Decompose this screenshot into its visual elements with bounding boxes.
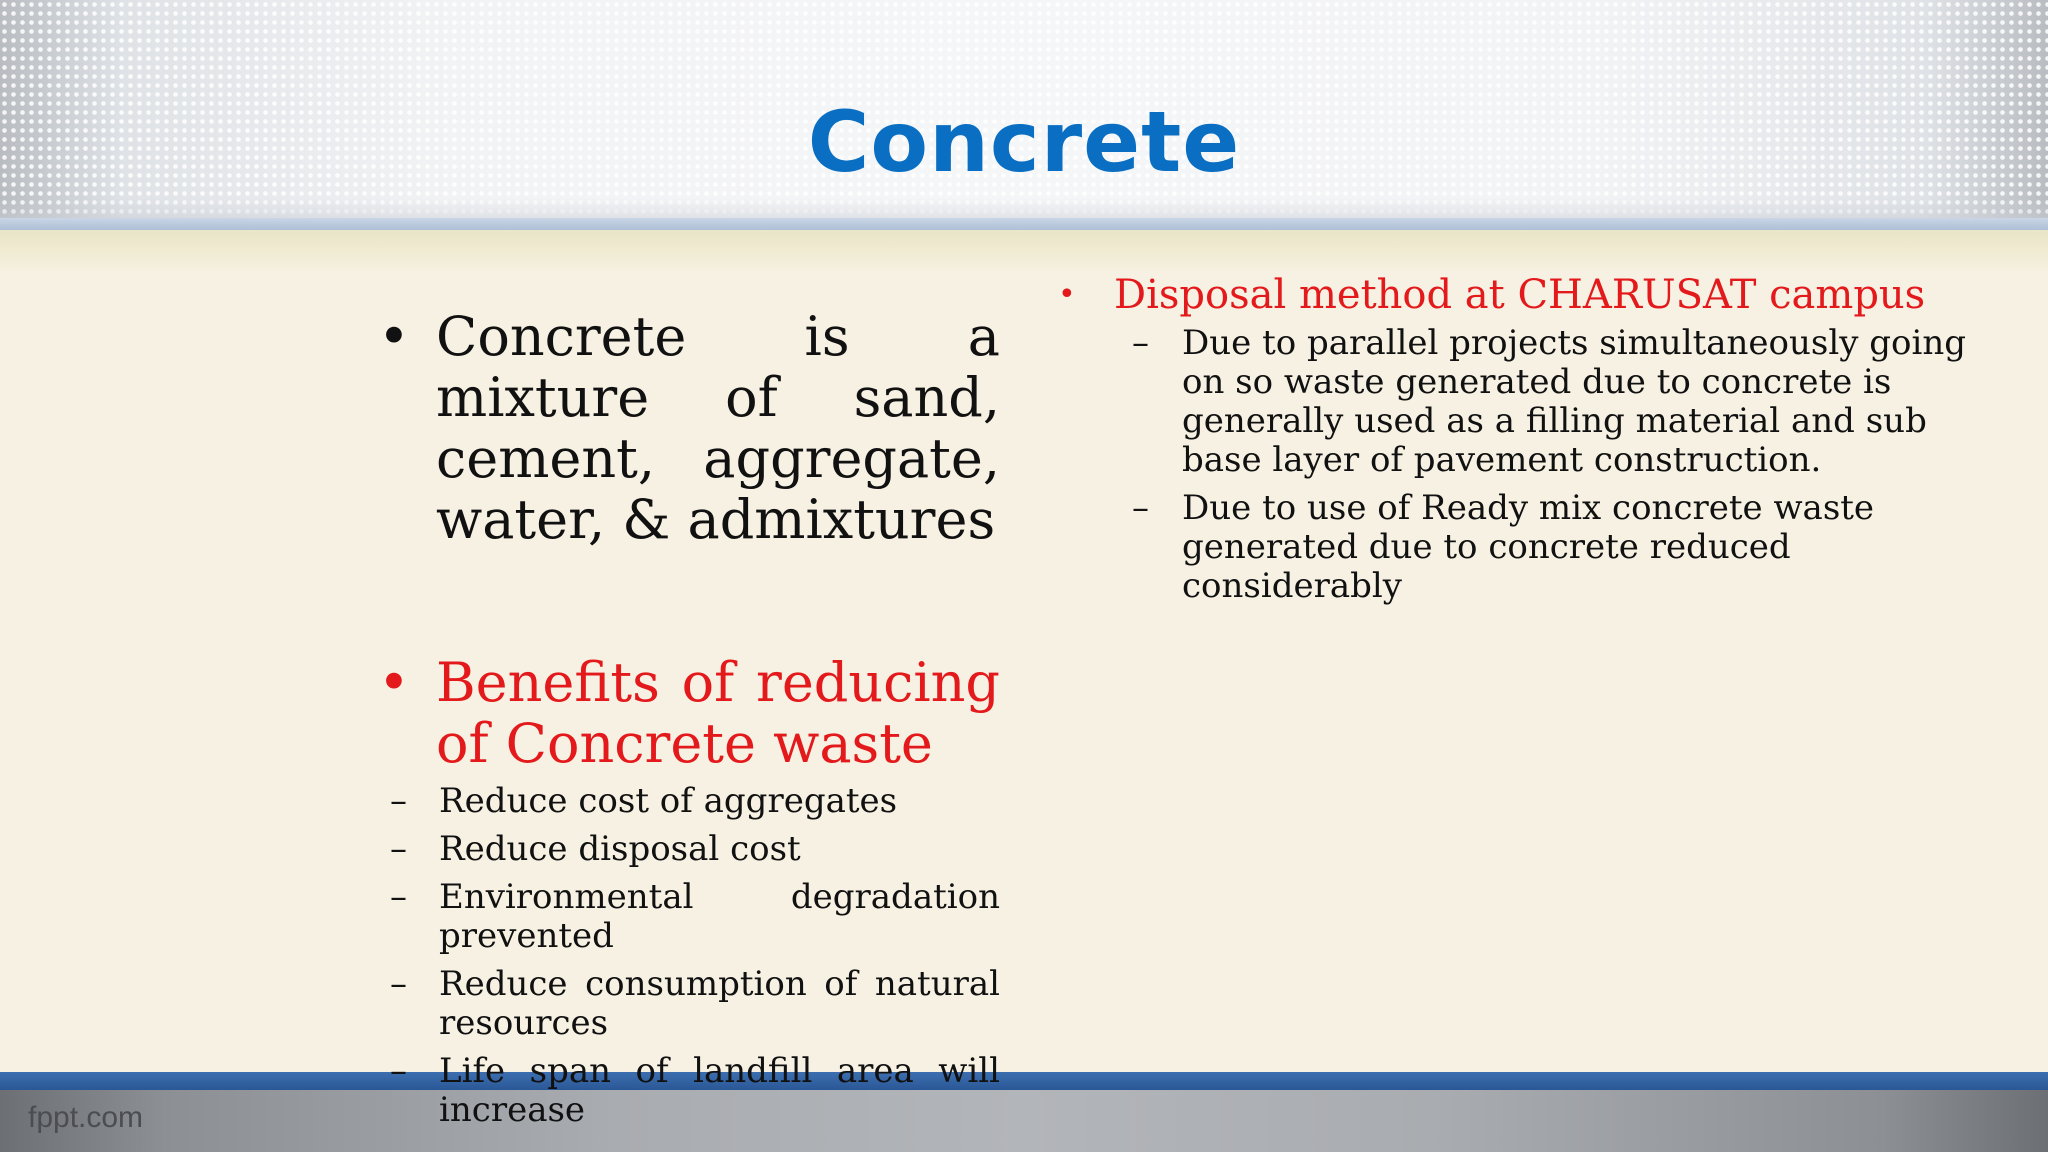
- left-column: [372, 306, 1000, 1139]
- dash-icon: –: [390, 964, 407, 1004]
- disposal-list: [1054, 324, 1998, 606]
- list-item: [308, 1052, 1000, 1130]
- bullet-dot-icon: •: [378, 651, 410, 714]
- dash-icon: –: [390, 1051, 407, 1091]
- bullet-benefits-heading: [372, 652, 1000, 774]
- disposal-heading-text: Disposal method at CHARUSAT campus: [1114, 272, 1926, 318]
- dash-icon: –: [1132, 488, 1149, 528]
- list-item: [1054, 324, 1998, 480]
- list-item-text: Due to use of Ready mix concrete waste generated due to concrete reduced considerably: [1182, 488, 1875, 606]
- list-item: [308, 782, 1000, 821]
- dash-icon: –: [390, 781, 407, 821]
- benefits-list: [372, 782, 1000, 1130]
- bullet-dot-icon: •: [378, 305, 410, 368]
- right-column: [1054, 270, 1998, 615]
- list-item: [308, 878, 1000, 956]
- bullet-disposal-heading: [1054, 270, 1998, 320]
- bullet-concrete-definition: [372, 306, 1000, 550]
- list-item-text: Life span of landfill area will increase: [439, 1051, 1000, 1130]
- list-item: [308, 965, 1000, 1043]
- dash-icon: –: [390, 877, 407, 917]
- header-divider: [0, 218, 2048, 230]
- list-item-text: Environmental degradation prevented: [439, 877, 1000, 956]
- footer-brand-text: fppt.com: [28, 1101, 144, 1134]
- benefits-heading-text: Benefits of reducing of Concrete waste: [436, 651, 1000, 775]
- list-item: [1054, 489, 1998, 606]
- list-item-text: Due to parallel projects simultaneously going on so waste generated due to concrete is generally used as a filling material and sub base layer of pavement construction.: [1182, 323, 1967, 480]
- list-item-text: Reduce cost of aggregates: [439, 781, 898, 821]
- concrete-definition-text: Concrete is a mixture of sand, cement, aggregate, water, & admixtures: [436, 305, 1000, 551]
- list-item: [308, 830, 1000, 869]
- dash-icon: –: [390, 829, 407, 869]
- list-item-text: Reduce disposal cost: [439, 829, 801, 869]
- header-shadow: [0, 230, 2048, 274]
- bullet-dot-icon: •: [1058, 277, 1076, 312]
- slide-title: Concrete: [807, 93, 1241, 191]
- dash-icon: –: [1132, 323, 1149, 363]
- spacer: [372, 550, 1000, 652]
- list-item-text: Reduce consumption of natural resources: [439, 964, 1000, 1043]
